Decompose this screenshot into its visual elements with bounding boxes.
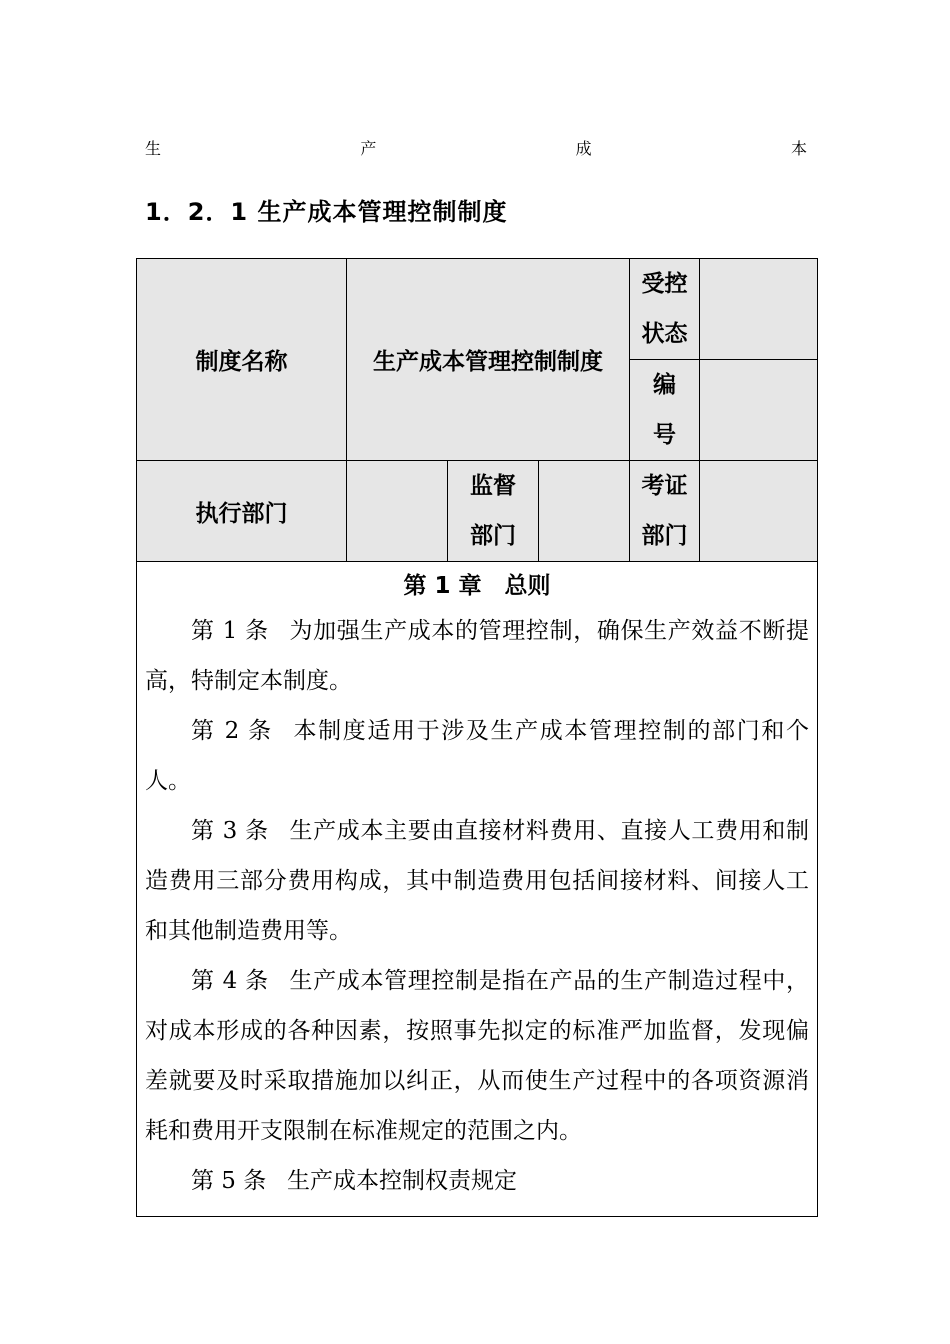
exec-dept-label-cell <box>137 461 347 562</box>
article <box>145 956 809 1156</box>
header-char: 成 <box>575 139 592 158</box>
supervise-dept-label-line: 监督 <box>470 473 516 499</box>
article-number: 第 5 条 <box>191 1168 267 1194</box>
verify-dept-value-cell <box>700 461 818 562</box>
controlled-status-label-line: 状态 <box>641 321 688 347</box>
article-number: 第 3 条 <box>191 818 269 844</box>
name-value-cell <box>347 259 630 461</box>
article-number: 第 1 条 <box>191 618 269 644</box>
controlled-status-value-cell <box>700 259 818 360</box>
article <box>145 806 809 956</box>
number-label-line: 号 <box>653 422 676 448</box>
regulation-body <box>137 562 818 1217</box>
number-label-line: 编 <box>653 372 676 398</box>
article <box>145 1156 809 1206</box>
header-spaced-title <box>145 136 807 159</box>
article-number: 第 4 条 <box>191 968 269 994</box>
verify-dept-label-line: 部门 <box>641 523 688 549</box>
chapter-title: 第 1 章 总则 <box>403 573 551 599</box>
header-char: 本 <box>790 139 807 158</box>
article-text: 生产成本管理控制是指在产品的生产制造过程中，对成本形成的各种因素，按照事先拟定的标准严加监督，发现偏差就要及时采取措施加以纠正，从而使生产过程中的各项资源消耗和费用开支限制在标准规定的范围之内。 <box>145 968 809 1144</box>
exec-dept-value-cell <box>347 461 448 562</box>
article-number: 第 2 条 <box>191 718 273 744</box>
exec-dept-label: 执行部门 <box>195 500 288 527</box>
article <box>145 606 809 706</box>
section-title: 1．2．1 生产成本管理控制制度 <box>145 198 508 226</box>
article-text: 生产成本主要由直接材料费用、直接人工费用和制造费用三部分费用构成，其中制造费用包括间接材料、间接人工和其他制造费用等。 <box>145 818 809 944</box>
verify-dept-label-cell <box>630 461 700 562</box>
number-label-cell <box>630 360 700 461</box>
article-text: 本制度适用于涉及生产成本管理控制的部门和个人。 <box>145 718 809 794</box>
controlled-status-label-cell <box>630 259 700 360</box>
article-text: 为加强生产成本的管理控制，确保生产效益不断提高，特制定本制度。 <box>145 618 809 694</box>
header-char: 生 <box>145 139 162 158</box>
regulation-table <box>136 258 818 1217</box>
name-label-cell <box>137 259 347 461</box>
article-text: 生产成本控制权责规定 <box>286 1168 517 1194</box>
controlled-status-label-line: 受控 <box>641 271 688 297</box>
verify-dept-label-line: 考证 <box>641 473 688 499</box>
name-label: 制度名称 <box>195 349 288 375</box>
header-char: 产 <box>360 139 377 158</box>
number-value-cell <box>700 360 818 461</box>
supervise-dept-label-line: 部门 <box>470 523 516 549</box>
supervise-dept-value-cell <box>539 461 630 562</box>
supervise-dept-label-cell <box>448 461 539 562</box>
article <box>145 706 809 806</box>
name-value: 生产成本管理控制制度 <box>373 349 603 375</box>
